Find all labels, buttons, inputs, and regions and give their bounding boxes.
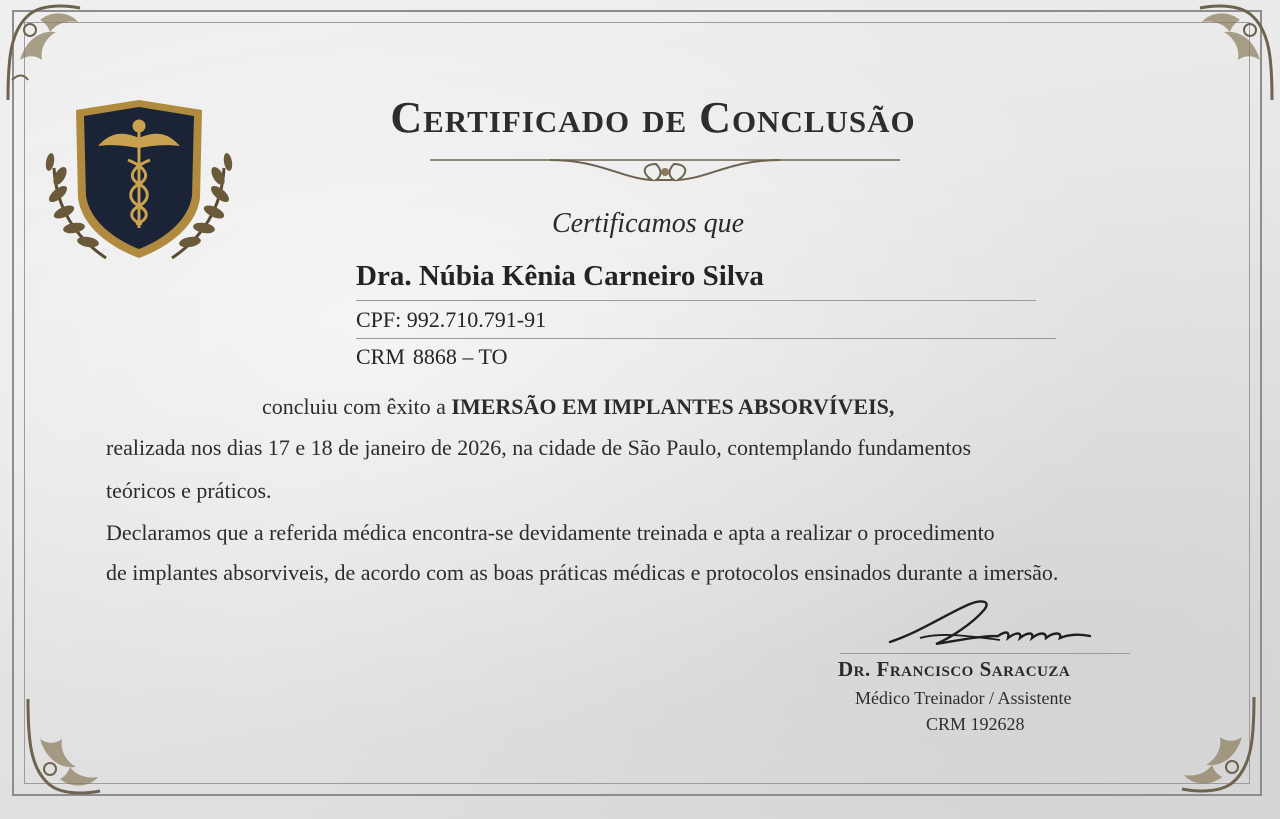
signatory-crm: CRM 192628 xyxy=(926,714,1025,734)
crm-label: CRM xyxy=(356,344,405,369)
body-line-5: de implantes absorviveis, de acordo com as boas práticas médicas e protocolos ensinados durante a imersão. xyxy=(106,560,1059,585)
recipient-name: Dra. Núbia Kênia Carneiro Silva xyxy=(356,260,764,292)
body-line-4: Declaramos que a referida médica encontra-se devidamente treinada e apta a realizar o procedimento xyxy=(106,520,995,545)
body-line-1 xyxy=(262,394,894,420)
signatory-name: Dr. Francisco Saracuza xyxy=(838,657,1071,681)
recipient-crm xyxy=(356,344,507,370)
course-name: IMERSÃO EM IMPLANTES ABSORVÍVEIS, xyxy=(451,394,895,419)
handwritten-signature xyxy=(880,592,1100,656)
body-line-2: realizada nos dias 17 e 18 de janeiro de 2026, na cidade de São Paulo, contemplando fundamentos xyxy=(106,435,972,460)
recipient-cpf: CPF: 992.710.791-91 xyxy=(356,307,547,332)
title-divider-ornament xyxy=(430,150,900,190)
body-line-3: teóricos e práticos. xyxy=(106,478,272,503)
corner-ornament-bottom-left xyxy=(20,689,140,799)
body-line-1-prefix: concluiu com êxito a xyxy=(262,394,446,419)
name-underline xyxy=(356,300,1036,301)
certificate-title: Certificado de Conclusão xyxy=(390,93,916,142)
cpf-underline xyxy=(356,338,1056,339)
corner-ornament-bottom-right xyxy=(1142,687,1262,797)
intro-text: Certificamos que xyxy=(551,208,745,239)
crm-number: 8868 – TO xyxy=(412,344,508,369)
signature-line xyxy=(840,653,1130,654)
signatory-role: Médico Treinador / Assistente xyxy=(855,688,1072,708)
